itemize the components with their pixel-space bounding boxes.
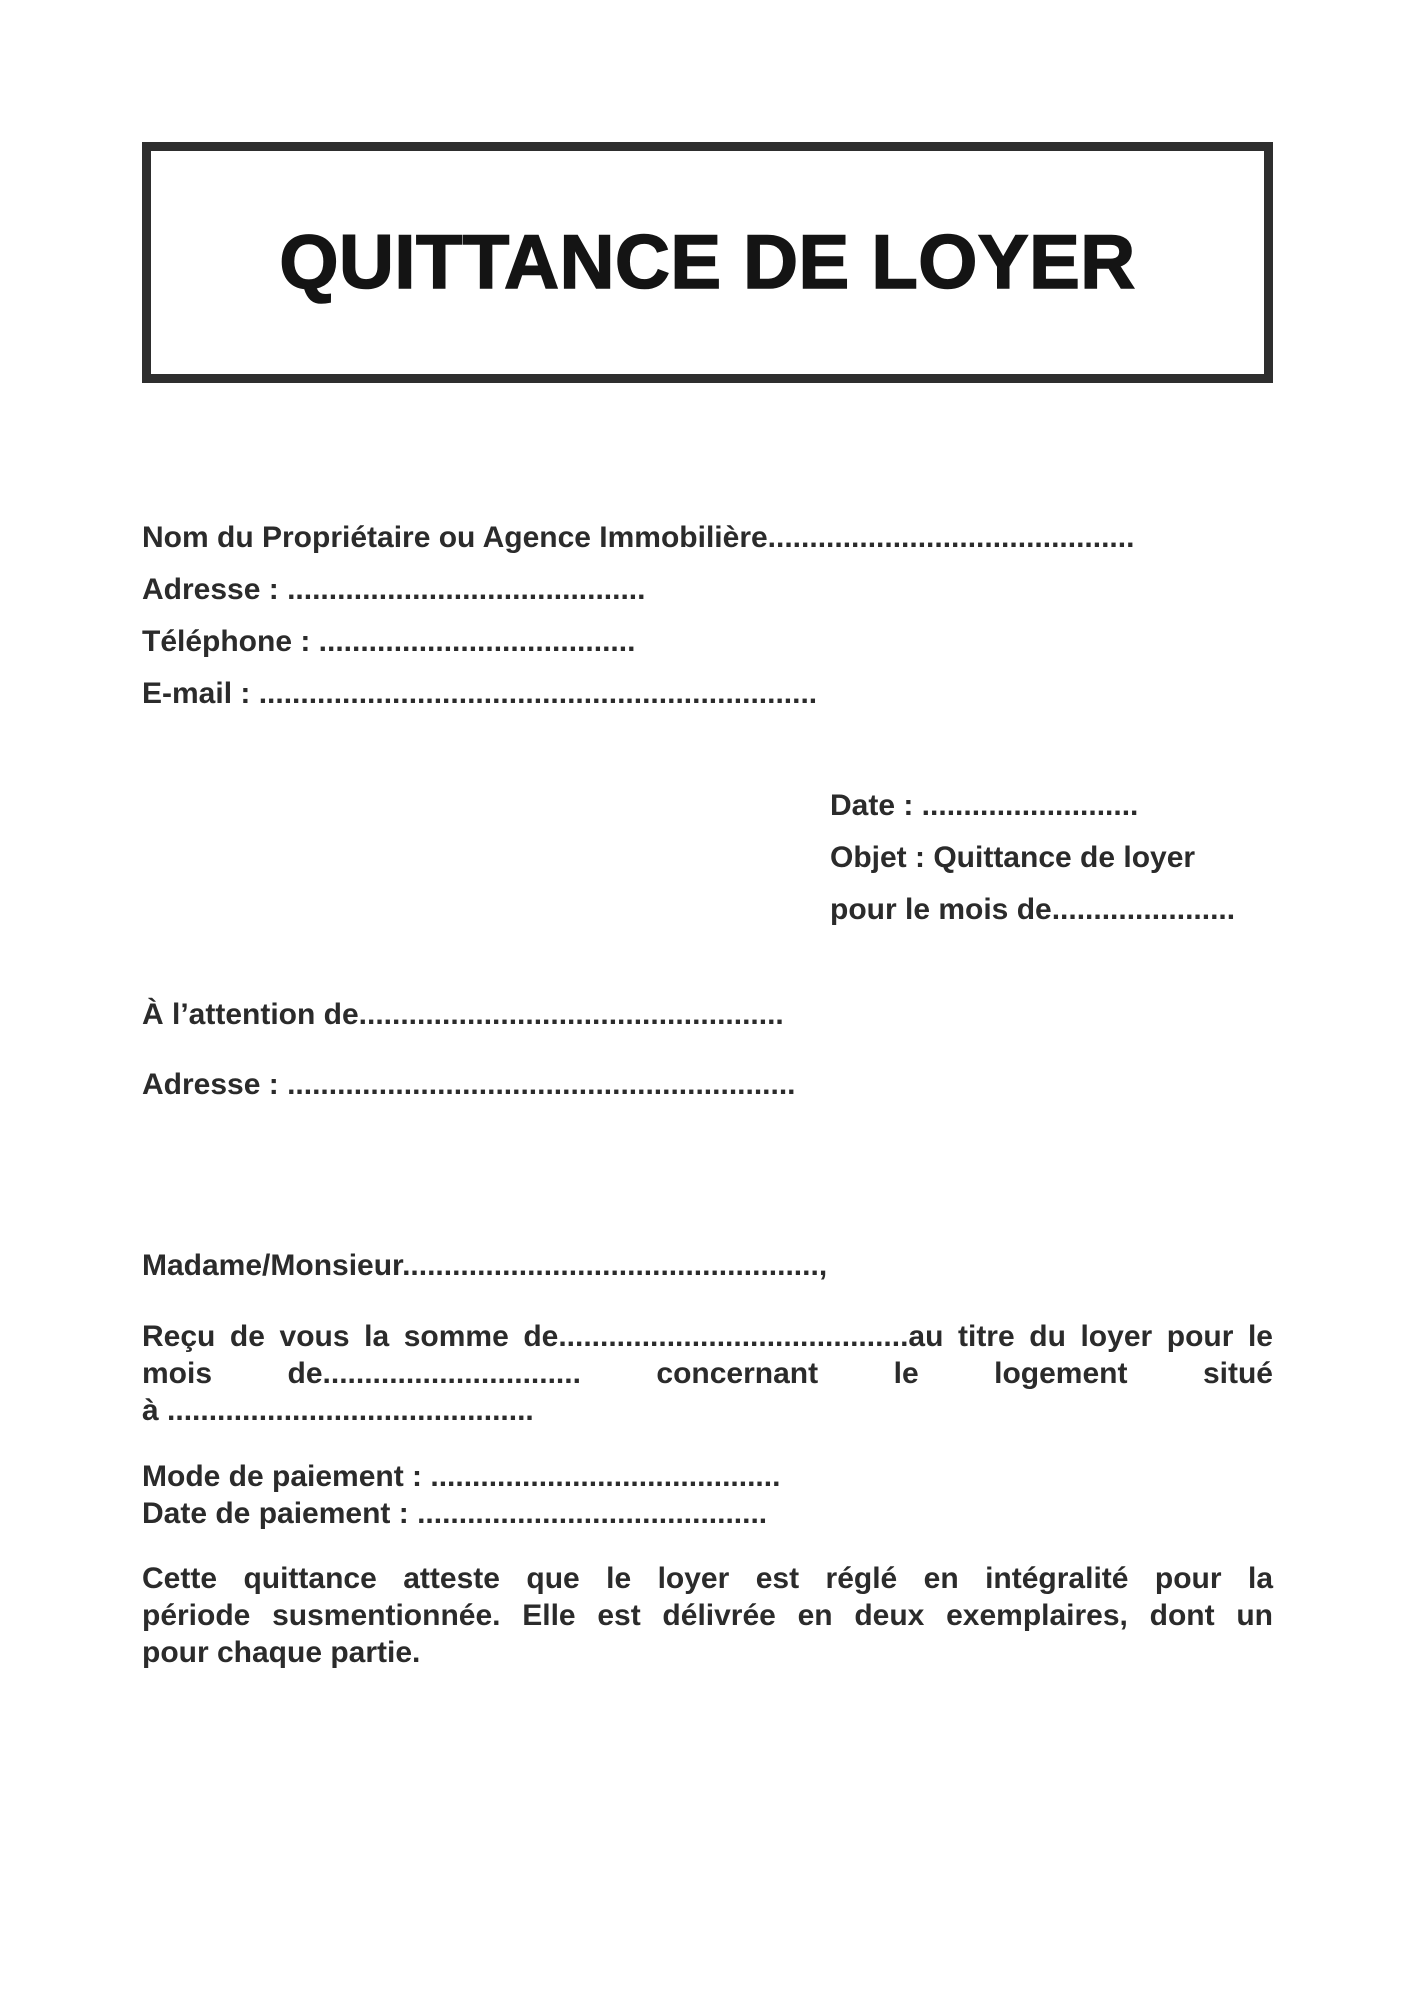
landlord-address-line: Adresse : ........................................... — [142, 573, 646, 606]
salutation — [142, 1240, 1273, 1292]
receipt-paragraph-line-1: Reçu de vous la somme de..........................................au titre du loyer pour le — [142, 1320, 1273, 1353]
landlord-email-line: E-mail : ................................................................... — [142, 677, 818, 710]
date-subject-block — [830, 780, 1290, 936]
receipt-paragraph — [142, 1318, 1273, 1429]
closing-paragraph-line-2: période susmentionnée. Elle est délivrée en deux exemplaires, dont un — [142, 1599, 1273, 1632]
closing-paragraph-line-1: Cette quittance atteste que le loyer est réglé en intégralité pour la — [142, 1562, 1273, 1595]
payment-info-block — [142, 1458, 1273, 1532]
closing-paragraph-line-3: pour chaque partie. — [142, 1636, 421, 1669]
payment-mode-line: Mode de paiement : .......................................... — [142, 1460, 781, 1493]
closing-paragraph — [142, 1560, 1273, 1671]
title-box — [142, 142, 1273, 383]
subject-line: Objet : Quittance de loyer — [830, 841, 1196, 874]
subject-line-continuation: pour le mois de...................... — [830, 893, 1236, 926]
recipient-block — [142, 989, 1273, 1111]
landlord-phone-line: Téléphone : ...................................... — [142, 625, 636, 658]
page-title: QUITTANCE DE LOYER — [279, 220, 1136, 305]
landlord-name-line: Nom du Propriétaire ou Agence Immobilière............................................ — [142, 521, 1135, 554]
recipient-address-line: Adresse : ............................................................. — [142, 1068, 796, 1101]
landlord-info-block — [142, 512, 1273, 720]
date-line: Date : .......................... — [830, 789, 1139, 822]
receipt-paragraph-line-3: à ............................................ — [142, 1394, 534, 1427]
salutation-line: Madame/Monsieur.................................................., — [142, 1249, 828, 1282]
attention-line: À l’attention de................................................... — [142, 998, 784, 1031]
payment-date-line: Date de paiement : .......................................... — [142, 1497, 768, 1530]
receipt-paragraph-line-2: mois de............................... concernant le logement situé — [142, 1357, 1273, 1390]
